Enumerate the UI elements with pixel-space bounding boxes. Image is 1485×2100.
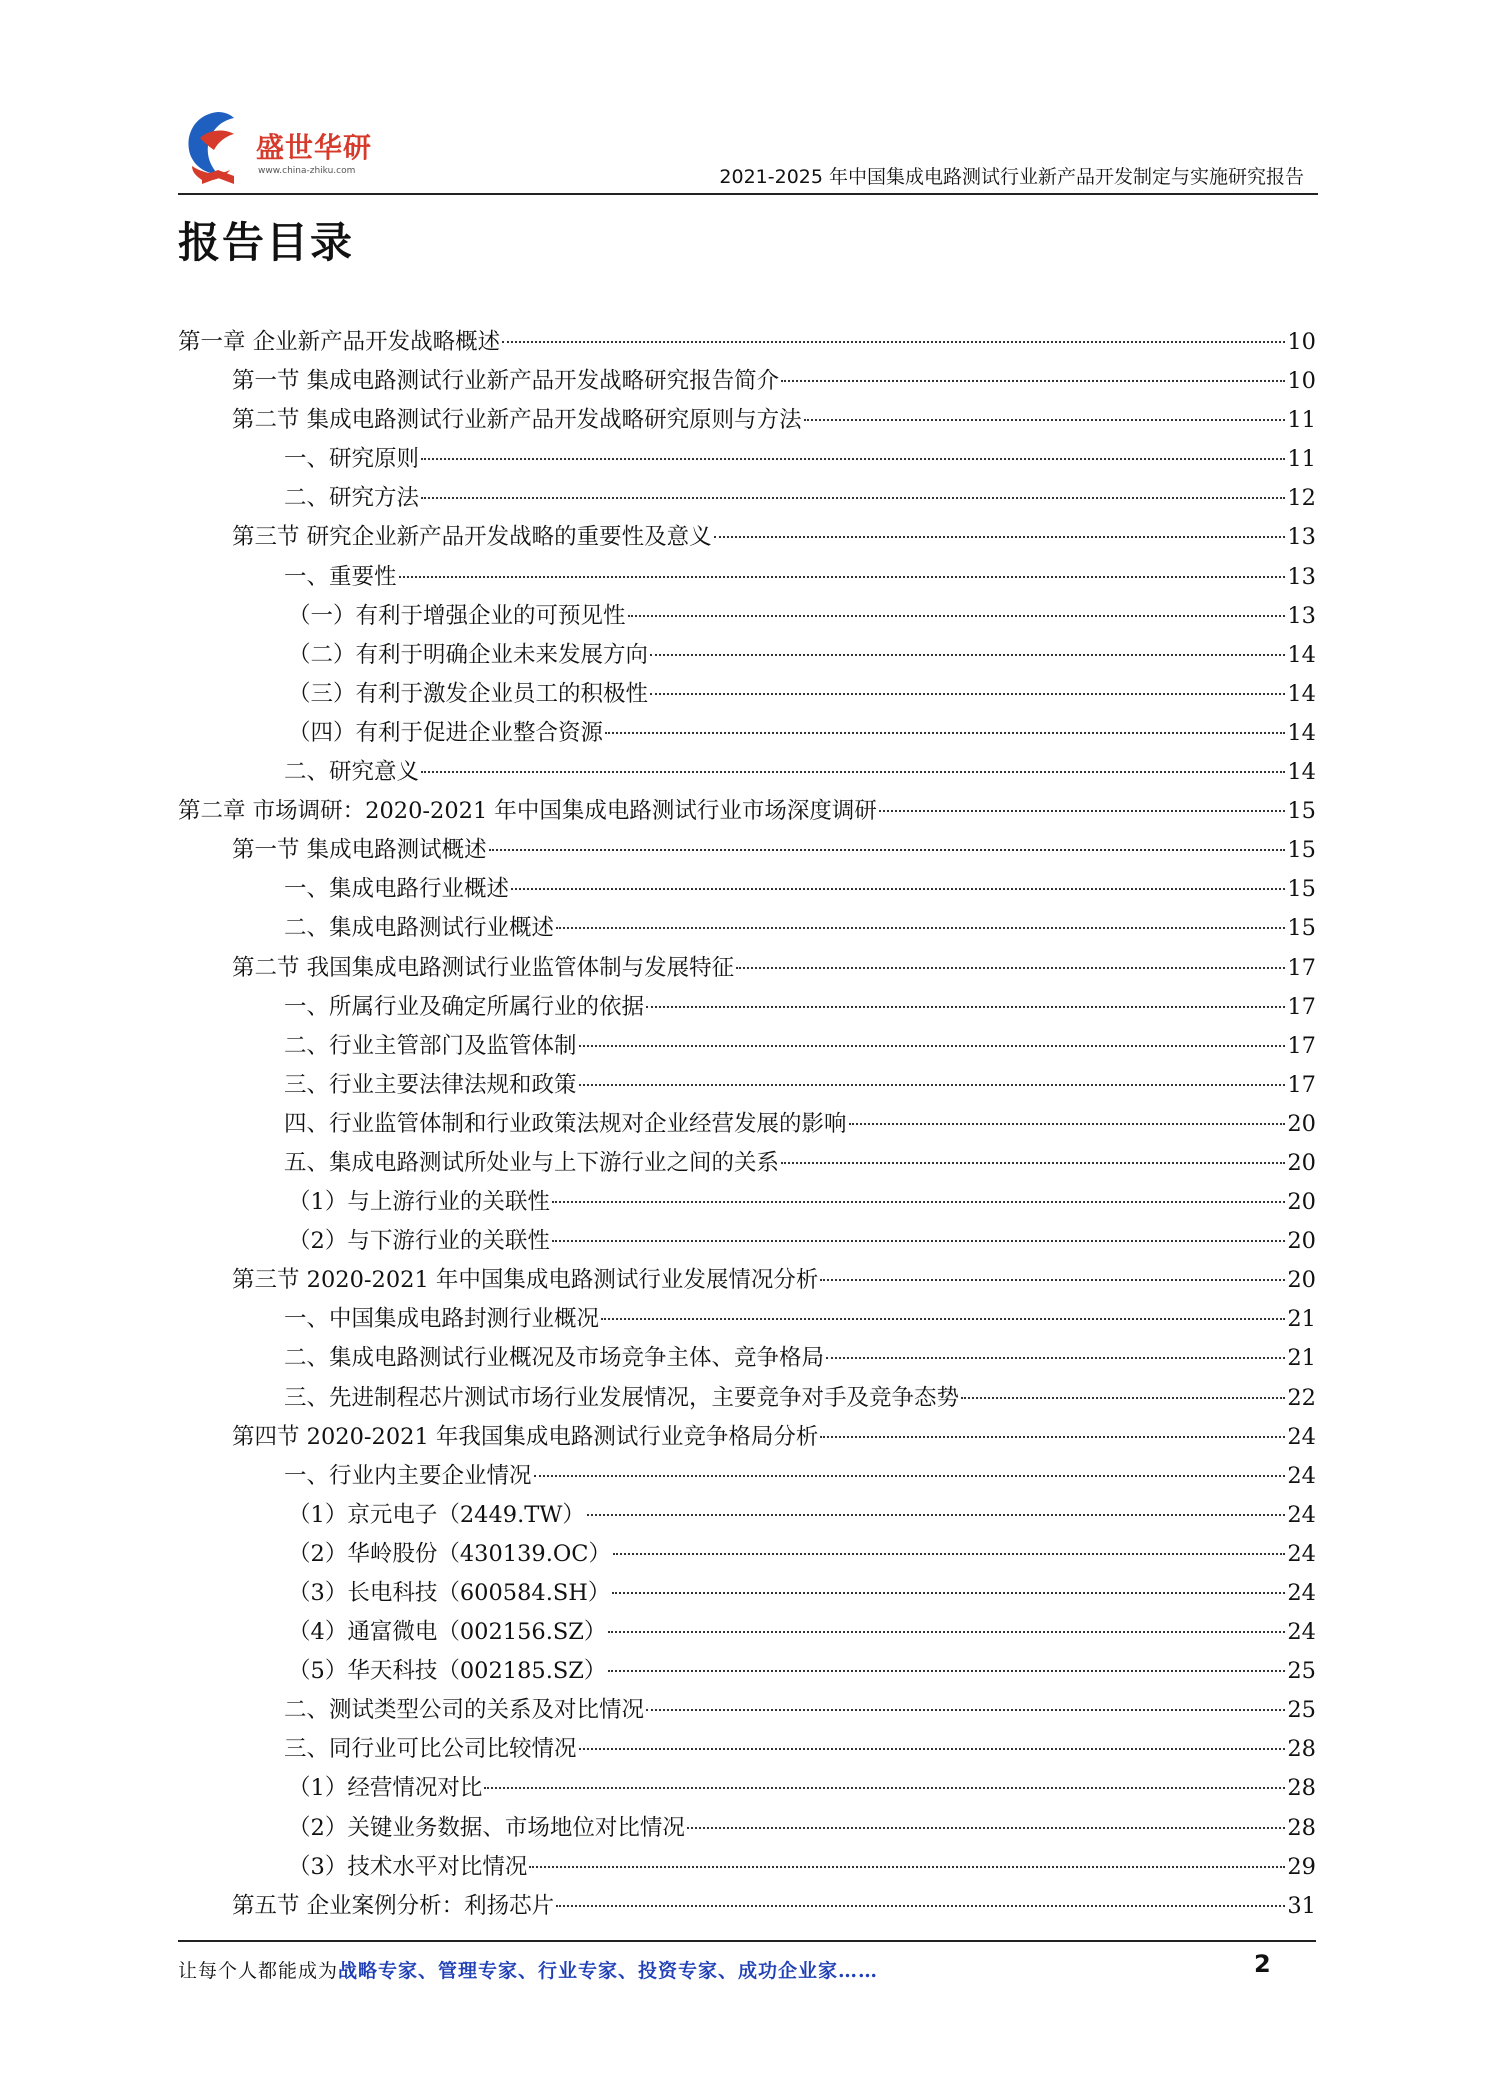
toc-entry-title: 二、集成电路测试行业概况及市场竞争主体、竞争格局 bbox=[284, 1345, 825, 1372]
toc-dot-leader bbox=[556, 1905, 1285, 1907]
toc-entry[interactable] bbox=[178, 1144, 1316, 1183]
toc-entry[interactable] bbox=[178, 1769, 1316, 1808]
toc-entry-page: 17 bbox=[1287, 1071, 1316, 1098]
toc-entry[interactable] bbox=[178, 1261, 1316, 1300]
toc-entry[interactable] bbox=[178, 1848, 1316, 1887]
toc-dot-leader bbox=[579, 1748, 1286, 1750]
toc-entry-title: 一、中国集成电路封测行业概况 bbox=[284, 1306, 600, 1333]
toc-dot-leader bbox=[961, 1397, 1285, 1399]
toc-dot-leader bbox=[511, 888, 1285, 890]
toc-entry-page: 24 bbox=[1287, 1540, 1316, 1567]
toc-dot-leader bbox=[613, 1553, 1285, 1555]
header-divider bbox=[178, 193, 1318, 195]
brand-name: 盛世华研 bbox=[256, 131, 373, 164]
toc-entry[interactable] bbox=[178, 1339, 1316, 1378]
toc-entry[interactable] bbox=[178, 1183, 1316, 1222]
toc-entry-title: （1）京元电子（2449.TW） bbox=[288, 1501, 585, 1528]
toc-dot-leader bbox=[502, 341, 1285, 343]
toc-entry[interactable] bbox=[178, 949, 1316, 988]
toc-dot-leader bbox=[820, 1436, 1285, 1438]
toc-entry-page: 20 bbox=[1287, 1149, 1316, 1176]
toc-entry-page: 20 bbox=[1287, 1189, 1316, 1216]
toc-entry-title: （2）与下游行业的关联性 bbox=[288, 1228, 550, 1255]
toc-entry-title: 一、研究原则 bbox=[284, 446, 420, 473]
toc-entry-title: 三、先进制程芯片测试市场行业发展情况，主要竞争对手及竞争态势 bbox=[284, 1384, 960, 1411]
toc-entry-page: 14 bbox=[1287, 759, 1316, 786]
toc-entry-title: 第二章 市场调研：2020-2021 年中国集成电路测试行业市场深度调研 bbox=[178, 798, 877, 825]
toc-entry-page: 11 bbox=[1287, 407, 1316, 434]
toc-dot-leader bbox=[612, 1592, 1285, 1594]
toc-dot-leader bbox=[534, 1475, 1286, 1477]
page-title: 报告目录 bbox=[178, 218, 355, 267]
toc-dot-leader bbox=[556, 927, 1285, 929]
toc-entry[interactable] bbox=[178, 1027, 1316, 1066]
brand-url: www.china-zhiku.com bbox=[258, 166, 356, 176]
toc-dot-leader bbox=[628, 615, 1286, 617]
toc-entry-title: 一、所属行业及确定所属行业的依据 bbox=[284, 993, 645, 1020]
toc-entry-page: 29 bbox=[1287, 1853, 1316, 1880]
page-header bbox=[178, 100, 1318, 196]
toc-dot-leader bbox=[484, 1787, 1285, 1789]
toc-entry[interactable] bbox=[178, 518, 1316, 557]
toc-entry[interactable] bbox=[178, 1535, 1316, 1574]
toc-dot-leader bbox=[736, 967, 1285, 969]
toc-entry-page: 12 bbox=[1287, 485, 1316, 512]
toc-entry-page: 17 bbox=[1287, 1032, 1316, 1059]
toc-dot-leader bbox=[421, 771, 1285, 773]
toc-dot-leader bbox=[646, 1709, 1285, 1711]
toc-entry-title: （5）华天科技（002185.SZ） bbox=[288, 1658, 607, 1685]
toc-entry[interactable] bbox=[178, 362, 1316, 401]
toc-dot-leader bbox=[421, 458, 1285, 460]
toc-entry-page: 24 bbox=[1287, 1462, 1316, 1489]
toc-entry-page: 11 bbox=[1287, 446, 1316, 473]
toc-dot-leader bbox=[601, 1318, 1285, 1320]
footer-divider bbox=[178, 1940, 1316, 1942]
toc-entry-page: 17 bbox=[1287, 954, 1316, 981]
toc-entry[interactable] bbox=[178, 714, 1316, 753]
toc-dot-leader bbox=[650, 654, 1285, 656]
toc-entry-title: 三、同行业可比公司比较情况 bbox=[284, 1736, 577, 1763]
toc-entry-page: 15 bbox=[1287, 915, 1316, 942]
toc-entry[interactable] bbox=[178, 1105, 1316, 1144]
toc-entry-page: 15 bbox=[1287, 876, 1316, 903]
toc-entry-title: 第一节 集成电路测试行业新产品开发战略研究报告简介 bbox=[232, 368, 780, 395]
toc-entry-title: （3）长电科技（600584.SH） bbox=[288, 1580, 611, 1606]
toc-dot-leader bbox=[587, 1514, 1285, 1516]
toc-entry-page: 17 bbox=[1287, 993, 1316, 1020]
toc-entry[interactable] bbox=[178, 1418, 1316, 1457]
toc-entry-page: 28 bbox=[1287, 1736, 1316, 1763]
toc-entry-page: 31 bbox=[1287, 1892, 1316, 1919]
toc-entry[interactable] bbox=[178, 870, 1316, 909]
toc-entry-page: 21 bbox=[1287, 1345, 1316, 1372]
toc-dot-leader bbox=[605, 732, 1285, 734]
toc-entry-page: 14 bbox=[1287, 641, 1316, 668]
toc-entry-title: 第一节 集成电路测试概述 bbox=[232, 837, 487, 864]
toc-entry[interactable] bbox=[178, 1574, 1316, 1613]
toc-entry-page: 20 bbox=[1287, 1110, 1316, 1137]
toc-entry-page: 10 bbox=[1287, 329, 1316, 355]
toc-entry[interactable] bbox=[178, 1379, 1316, 1418]
toc-entry-title: （一）有利于增强企业的可预见性 bbox=[288, 602, 626, 629]
toc-entry[interactable] bbox=[178, 909, 1316, 948]
book-logo-icon bbox=[178, 104, 258, 194]
toc-entry-page: 24 bbox=[1287, 1423, 1316, 1450]
toc-entry-title: （1）与上游行业的关联性 bbox=[288, 1189, 550, 1216]
toc-entry[interactable] bbox=[178, 1222, 1316, 1261]
toc-entry-title: 第二节 我国集成电路测试行业监管体制与发展特征 bbox=[232, 954, 735, 981]
toc-entry-title: 第四节 2020-2021 年我国集成电路测试行业竞争格局分析 bbox=[232, 1423, 819, 1450]
toc-entry-page: 10 bbox=[1287, 368, 1316, 395]
toc-dot-leader bbox=[879, 810, 1285, 812]
toc-dot-leader bbox=[552, 1240, 1286, 1242]
toc-entry-page: 24 bbox=[1287, 1619, 1316, 1646]
toc-dot-leader bbox=[849, 1123, 1286, 1125]
toc-entry-title: 三、行业主要法律法规和政策 bbox=[284, 1071, 577, 1098]
toc-entry-title: 一、行业内主要企业情况 bbox=[284, 1462, 532, 1489]
toc-entry-title: （2）关键业务数据、市场地位对比情况 bbox=[288, 1814, 685, 1841]
toc-dot-leader bbox=[781, 1162, 1285, 1164]
toc-entry-title: 一、集成电路行业概述 bbox=[284, 876, 510, 903]
toc-entry[interactable] bbox=[178, 792, 1316, 831]
toc-entry[interactable] bbox=[178, 1809, 1316, 1848]
toc-entry-page: 20 bbox=[1287, 1267, 1316, 1294]
toc-entry-title: 二、测试类型公司的关系及对比情况 bbox=[284, 1697, 645, 1724]
toc-entry[interactable] bbox=[178, 401, 1316, 440]
toc-entry-page: 28 bbox=[1287, 1775, 1316, 1802]
footer-slogan-prefix: 让每个人都能成为 bbox=[178, 1960, 339, 1982]
toc-entry[interactable] bbox=[178, 988, 1316, 1027]
toc-dot-leader bbox=[608, 1631, 1285, 1633]
toc-dot-leader bbox=[804, 419, 1286, 421]
toc-entry-page: 24 bbox=[1287, 1580, 1316, 1606]
page-number: 2 bbox=[1254, 1950, 1271, 1978]
toc-entry-page: 28 bbox=[1287, 1814, 1316, 1841]
toc-entry-page: 14 bbox=[1287, 719, 1316, 746]
toc-entry-page: 13 bbox=[1287, 524, 1316, 551]
toc-dot-leader bbox=[646, 1006, 1285, 1008]
toc-entry[interactable] bbox=[178, 753, 1316, 792]
toc-dot-leader bbox=[529, 1866, 1285, 1868]
toc-entry-title: （二）有利于明确企业未来发展方向 bbox=[288, 641, 649, 668]
toc-entry-page: 13 bbox=[1287, 563, 1316, 590]
toc-entry-title: 二、研究意义 bbox=[284, 759, 420, 786]
company-logo bbox=[178, 104, 398, 194]
toc-entry-title: （4）通富微电（002156.SZ） bbox=[288, 1619, 607, 1646]
toc-entry-title: 五、集成电路测试所处业与上下游行业之间的关系 bbox=[284, 1149, 780, 1176]
toc-entry-title: 一、重要性 bbox=[284, 563, 397, 590]
toc-entry-page: 25 bbox=[1287, 1697, 1316, 1724]
toc-dot-leader bbox=[781, 380, 1285, 382]
toc-entry-page: 20 bbox=[1287, 1228, 1316, 1255]
toc-entry-page: 13 bbox=[1287, 602, 1316, 629]
toc-dot-leader bbox=[579, 1045, 1286, 1047]
toc-entry-title: 第一章 企业新产品开发战略概述 bbox=[178, 329, 501, 355]
toc-entry[interactable] bbox=[178, 1496, 1316, 1535]
toc-entry-title: （三）有利于激发企业员工的积极性 bbox=[288, 680, 649, 707]
toc-dot-leader bbox=[687, 1827, 1286, 1829]
toc-entry-title: （1）经营情况对比 bbox=[288, 1775, 483, 1802]
toc-entry-page: 15 bbox=[1287, 798, 1316, 825]
toc-entry[interactable] bbox=[178, 636, 1316, 675]
toc-entry[interactable] bbox=[178, 1691, 1316, 1730]
toc-entry[interactable] bbox=[178, 1457, 1316, 1496]
toc-entry[interactable] bbox=[178, 323, 1316, 362]
toc-dot-leader bbox=[489, 849, 1286, 851]
toc-entry[interactable] bbox=[178, 1066, 1316, 1105]
toc-entry-title: 第二节 集成电路测试行业新产品开发战略研究原则与方法 bbox=[232, 407, 802, 434]
toc-entry-page: 14 bbox=[1287, 680, 1316, 707]
toc-entry[interactable] bbox=[178, 1730, 1316, 1769]
toc-entry[interactable] bbox=[178, 1613, 1316, 1652]
footer-slogan-highlight: 战略专家、管理专家、行业专家、投资专家、成功企业家…… bbox=[338, 1960, 879, 1982]
toc-entry-page: 24 bbox=[1287, 1501, 1316, 1528]
toc-dot-leader bbox=[826, 1357, 1285, 1359]
toc-entry-page: 15 bbox=[1287, 837, 1316, 864]
toc-entry-title: 第五节 企业案例分析：利扬芯片 bbox=[232, 1892, 555, 1919]
toc-entry-page: 21 bbox=[1287, 1306, 1316, 1333]
toc-entry[interactable] bbox=[178, 1652, 1316, 1691]
toc-entry-title: （3）技术水平对比情况 bbox=[288, 1853, 528, 1880]
toc-entry[interactable] bbox=[178, 1300, 1316, 1339]
toc-entry-title: 四、行业监管体制和行业政策法规对企业经营发展的影响 bbox=[284, 1110, 847, 1137]
toc-entry-title: 第三节 2020-2021 年中国集成电路测试行业发展情况分析 bbox=[232, 1267, 819, 1294]
toc-entry[interactable] bbox=[178, 440, 1316, 479]
toc-entry-title: 二、集成电路测试行业概述 bbox=[284, 915, 555, 942]
toc-entry-page: 22 bbox=[1287, 1384, 1316, 1411]
toc-entry-title: 二、研究方法 bbox=[284, 485, 420, 512]
table-of-contents bbox=[178, 323, 1316, 1926]
toc-entry[interactable] bbox=[178, 831, 1316, 870]
toc-entry-page: 25 bbox=[1287, 1658, 1316, 1685]
toc-entry-title: （四）有利于促进企业整合资源 bbox=[288, 719, 604, 746]
toc-entry[interactable] bbox=[178, 597, 1316, 636]
toc-entry[interactable] bbox=[178, 675, 1316, 714]
toc-dot-leader bbox=[608, 1670, 1285, 1672]
footer-slogan bbox=[178, 1956, 878, 1983]
toc-dot-leader bbox=[552, 1201, 1286, 1203]
report-title: 2021-2025 年中国集成电路测试行业新产品开发制定与实施研究报告 bbox=[719, 166, 1304, 188]
toc-entry[interactable] bbox=[178, 479, 1316, 518]
toc-dot-leader bbox=[714, 536, 1286, 538]
toc-dot-leader bbox=[820, 1279, 1285, 1281]
toc-entry[interactable] bbox=[178, 1887, 1316, 1926]
toc-entry-title: 二、行业主管部门及监管体制 bbox=[284, 1032, 577, 1059]
toc-dot-leader bbox=[421, 497, 1285, 499]
toc-dot-leader bbox=[650, 693, 1285, 695]
toc-entry-title: 第三节 研究企业新产品开发战略的重要性及意义 bbox=[232, 524, 712, 551]
toc-entry[interactable] bbox=[178, 558, 1316, 597]
toc-dot-leader bbox=[579, 1084, 1286, 1086]
toc-entry-title: （2）华岭股份（430139.OC） bbox=[288, 1540, 612, 1567]
toc-dot-leader bbox=[399, 576, 1286, 578]
